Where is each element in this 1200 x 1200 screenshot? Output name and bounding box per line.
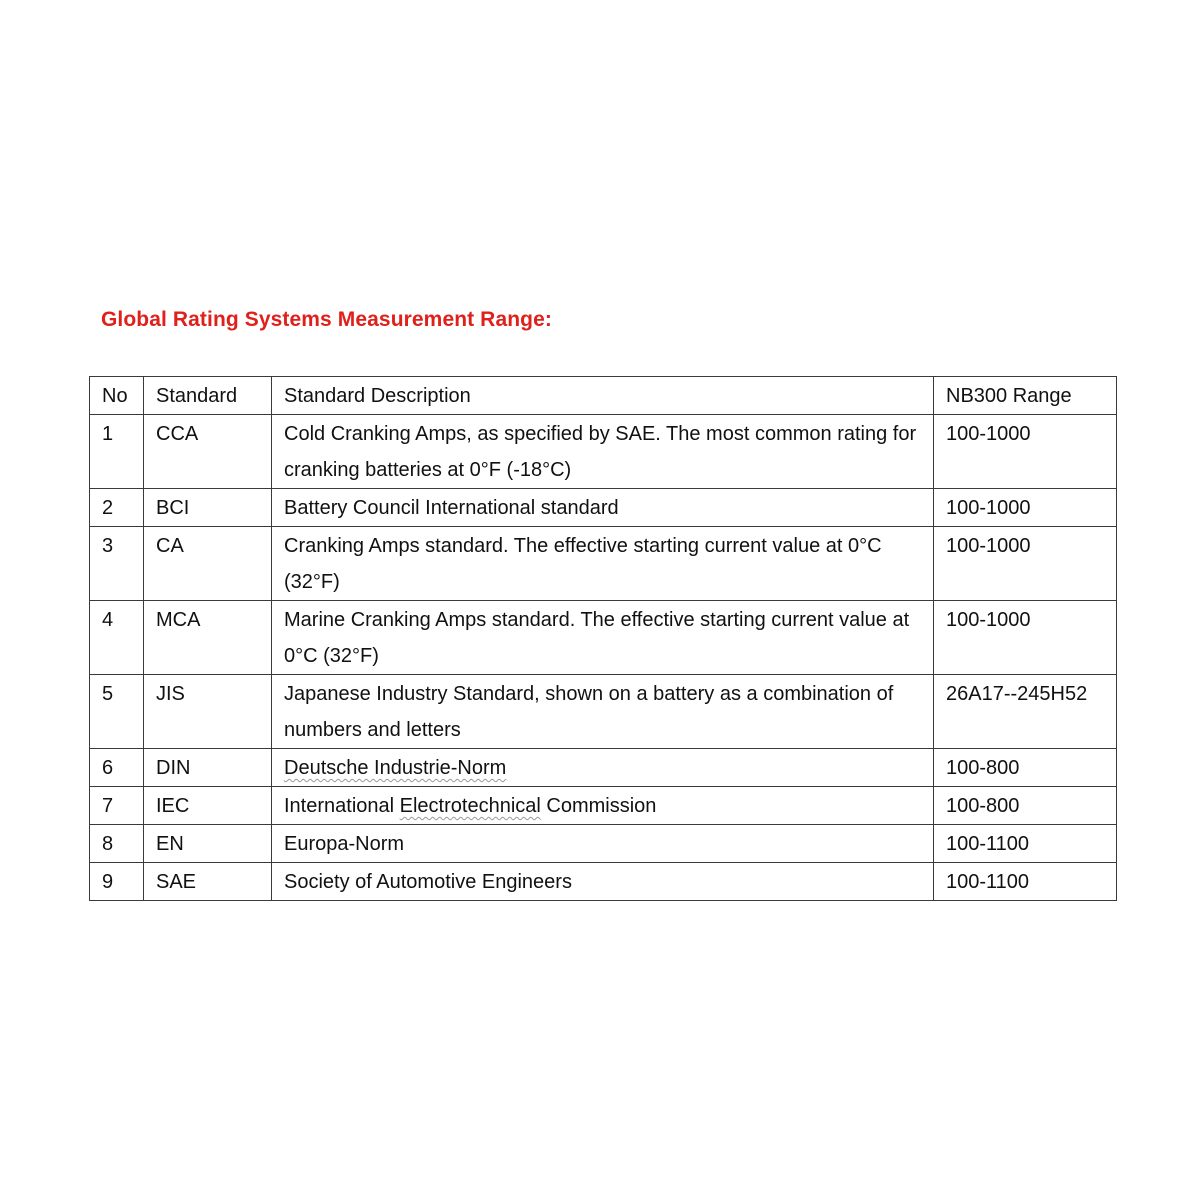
table-row (90, 825, 1117, 863)
table-row (90, 749, 1117, 787)
row-range: 100-800 (934, 787, 1117, 825)
row-description: Japanese Industry Standard, shown on a battery as a combination of numbers and letters (272, 675, 934, 749)
header-description: Standard Description (272, 377, 934, 415)
row-range: 100-1100 (934, 825, 1117, 863)
header-standard: Standard (144, 377, 272, 415)
description-part: International (284, 795, 400, 817)
row-standard: SAE (144, 863, 272, 901)
row-no: 2 (90, 489, 144, 527)
row-standard: BCI (144, 489, 272, 527)
spellcheck-underlined-text: Deutsche Industrie-Norm (284, 757, 507, 779)
row-no: 3 (90, 527, 144, 601)
description-part: Commission (540, 795, 657, 817)
table-row (90, 675, 1117, 749)
header-no: No (90, 377, 144, 415)
table-header-row (90, 377, 1117, 415)
table-row (90, 527, 1117, 601)
row-description: Society of Automotive Engineers (272, 863, 934, 901)
row-standard: MCA (144, 601, 272, 675)
row-description: Battery Council International standard (272, 489, 934, 527)
row-no: 8 (90, 825, 144, 863)
row-description (272, 787, 934, 825)
row-no: 6 (90, 749, 144, 787)
row-standard: CA (144, 527, 272, 601)
row-range: 100-800 (934, 749, 1117, 787)
row-description (272, 749, 934, 787)
row-no: 7 (90, 787, 144, 825)
row-description: Europa-Norm (272, 825, 934, 863)
row-standard: JIS (144, 675, 272, 749)
page-title: Global Rating Systems Measurement Range: (101, 308, 552, 331)
row-description: Marine Cranking Amps standard. The effective starting current value at 0°C (32°F) (272, 601, 934, 675)
row-no: 9 (90, 863, 144, 901)
table-row (90, 787, 1117, 825)
row-description: Cranking Amps standard. The effective starting current value at 0°C (32°F) (272, 527, 934, 601)
row-range: 100-1000 (934, 415, 1117, 489)
row-no: 4 (90, 601, 144, 675)
row-range: 100-1100 (934, 863, 1117, 901)
table-row (90, 601, 1117, 675)
table-row (90, 863, 1117, 901)
row-range: 100-1000 (934, 489, 1117, 527)
table-row (90, 415, 1117, 489)
spellcheck-underlined-text: Electrotechnical (399, 795, 541, 817)
row-description: Cold Cranking Amps, as specified by SAE. The most common rating for cranking batteries at 0°F (-18°C) (272, 415, 934, 489)
row-range: 100-1000 (934, 601, 1117, 675)
table-row (90, 489, 1117, 527)
rating-systems-table (89, 376, 1117, 901)
header-range: NB300 Range (934, 377, 1117, 415)
row-standard: IEC (144, 787, 272, 825)
row-range: 100-1000 (934, 527, 1117, 601)
row-standard: EN (144, 825, 272, 863)
row-no: 1 (90, 415, 144, 489)
row-standard: DIN (144, 749, 272, 787)
row-range: 26A17--245H52 (934, 675, 1117, 749)
row-no: 5 (90, 675, 144, 749)
row-standard: CCA (144, 415, 272, 489)
